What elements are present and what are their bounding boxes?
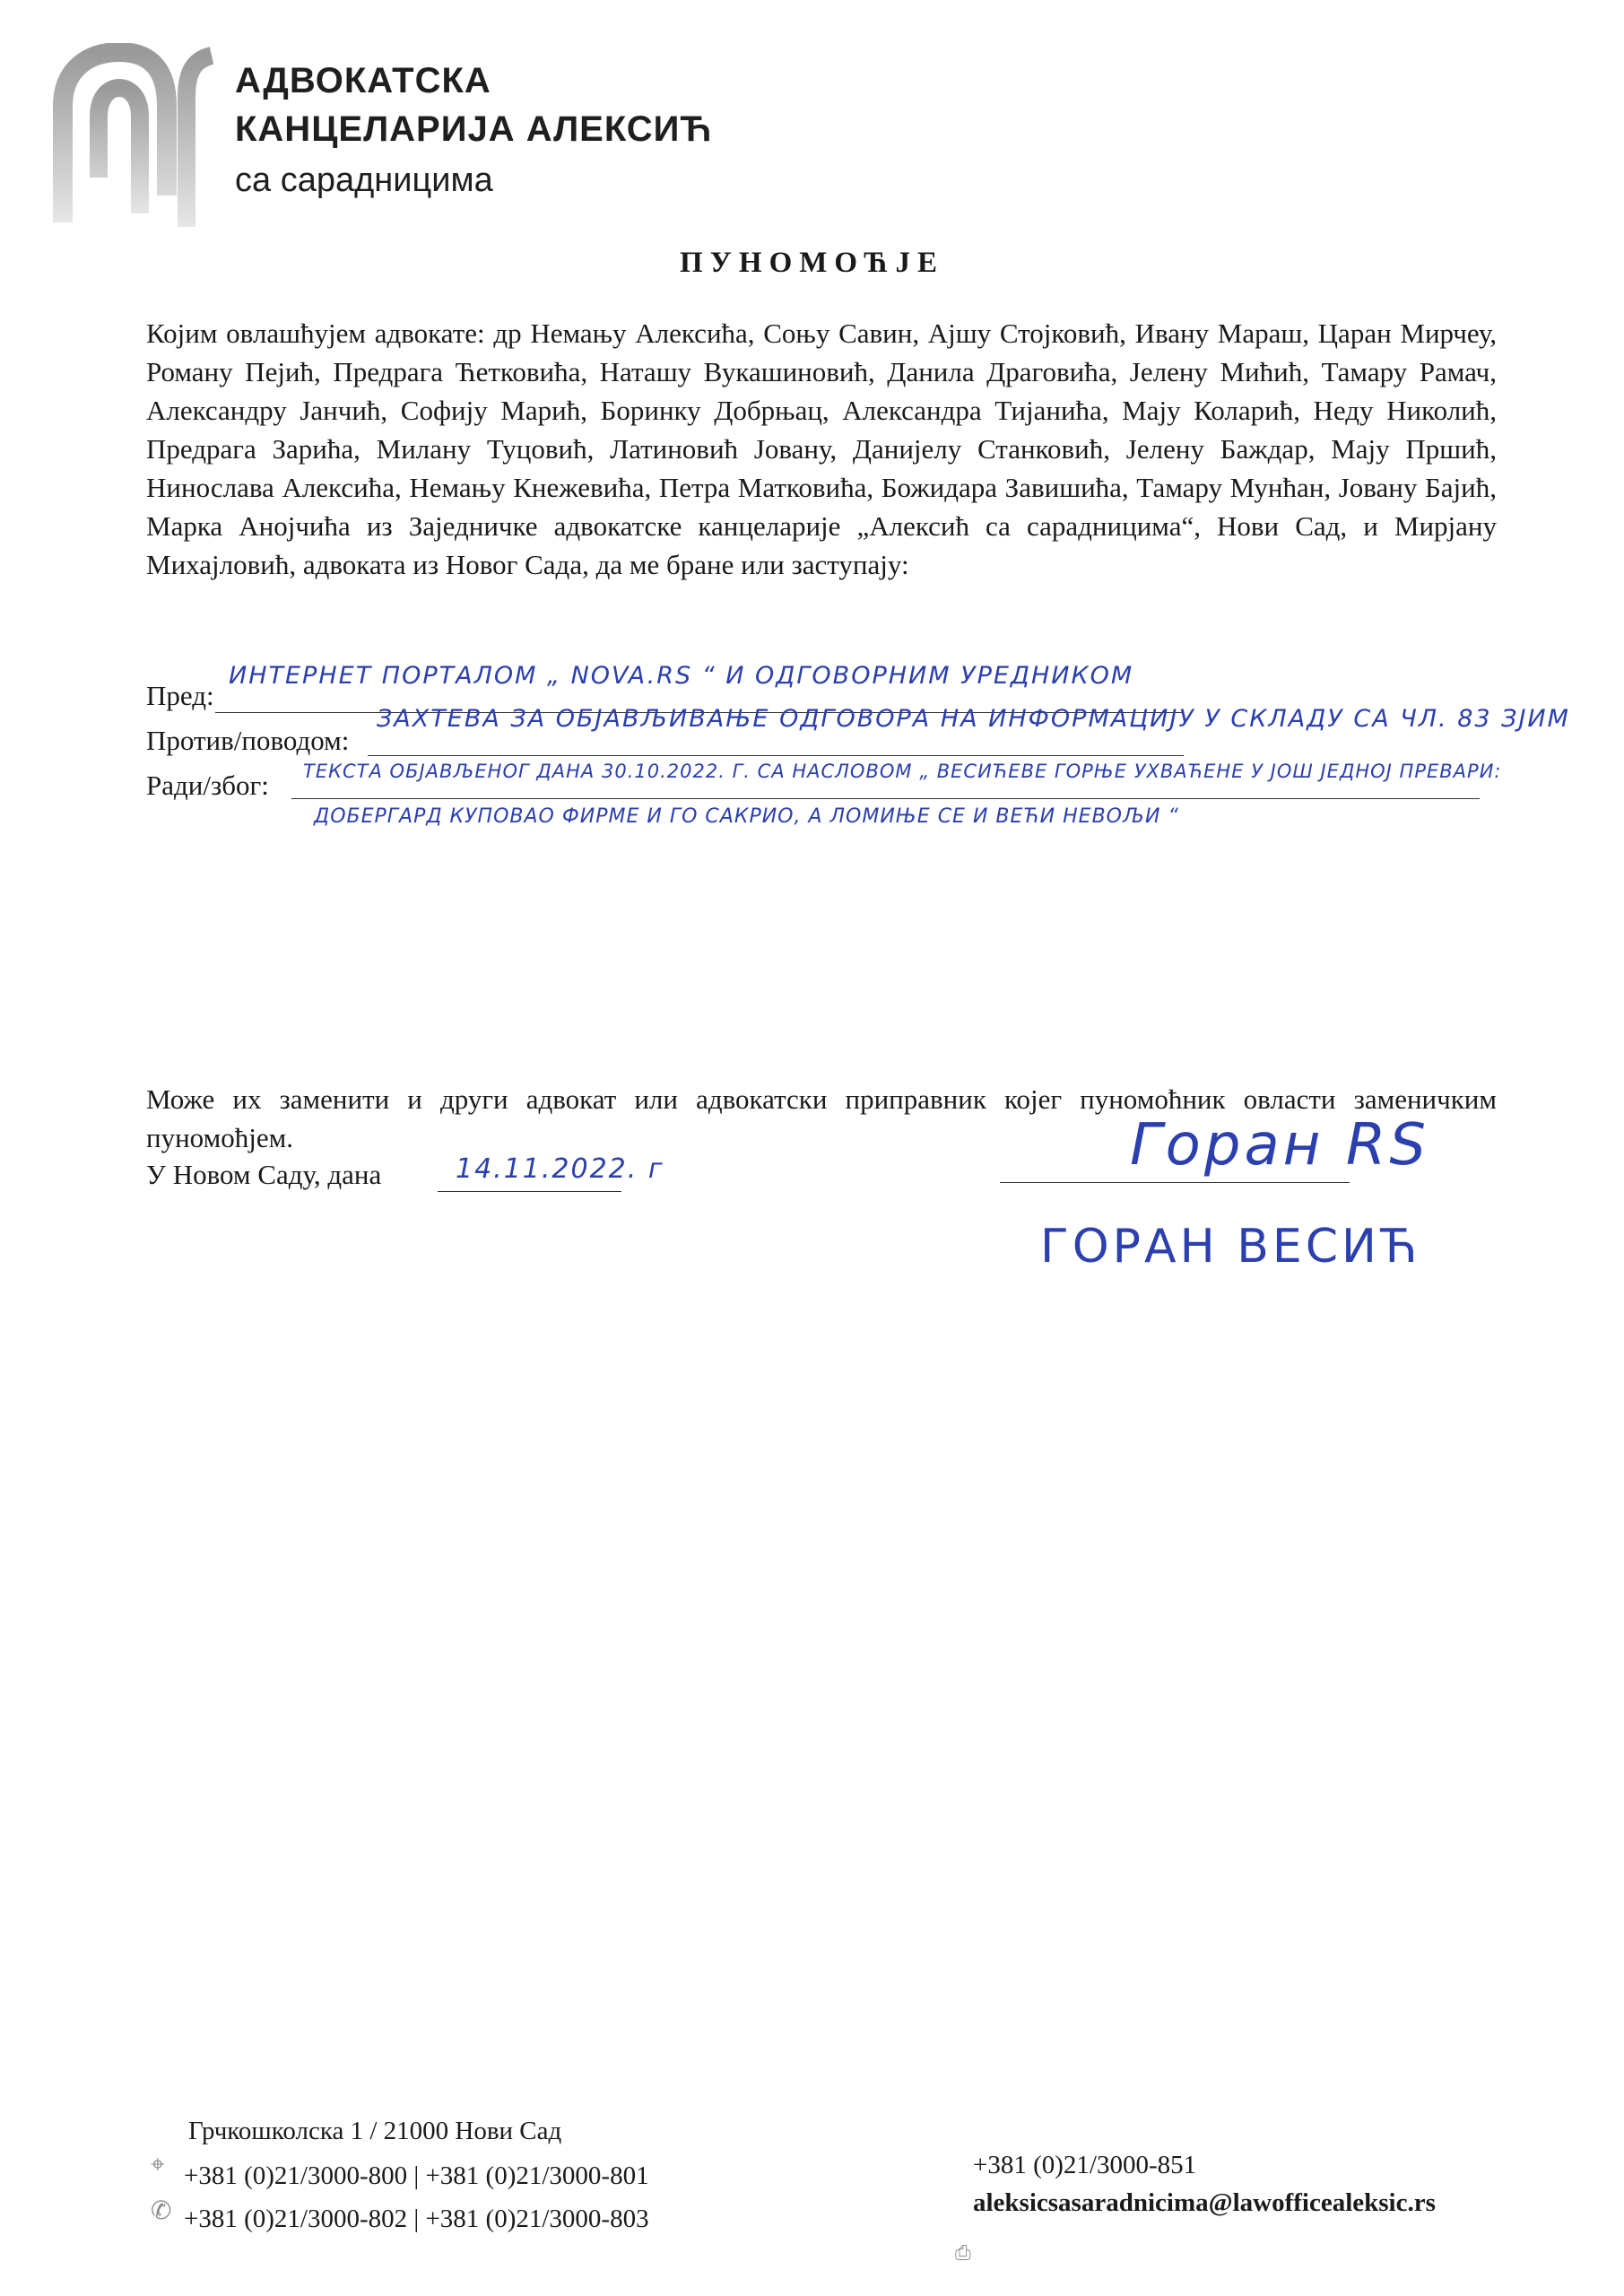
phone-icon: ✆ xyxy=(151,2196,172,2225)
signer-name: ГОРАН ВЕСИЋ xyxy=(1040,1220,1420,1274)
protiv-handwritten-value: ЗАХТЕВА ЗА ОБЈАВЉИВАЊЕ ОДГОВОРА НА ИНФОРМАЦИЈУ У СКЛАДУ СА ЧЛ. 83 ЗЈИМ xyxy=(377,705,1570,733)
footer-fax: +381 (0)21/3000-851 xyxy=(973,2151,1197,2179)
pred-handwritten-value: ИНТЕРНЕТ ПОРТАЛОМ „ NOVA.RS “ И ОДГОВОРНИМ УРЕДНИКОМ xyxy=(229,662,1134,690)
radi-handwritten-value-line1: ТЕКСТА ОБЈАВЉЕНОГ ДАНА 30.10.2022. Г. СА НАСЛОВОМ „ ВЕСИЋЕВЕ ГОРЊЕ УХВАЋЕНЕ У ЈОШ ЈЕДНОЈ ПРЕВАРИ: xyxy=(303,761,1502,782)
handwritten-signature: Горан RS xyxy=(1130,1112,1429,1178)
firm-name-line1: АДВОКАТСКА xyxy=(235,61,491,100)
date-underline xyxy=(438,1191,621,1192)
location-icon: ⌖ xyxy=(151,2149,165,2179)
document-title: ПУНОМОЋЈЕ xyxy=(680,247,944,279)
radi-underline xyxy=(291,798,1480,799)
fax-icon: ⎙ xyxy=(955,2242,971,2265)
date-handwritten-value: 14.11.2022. г xyxy=(456,1153,664,1185)
radi-handwritten-value-line2: ДОБЕРГАРД КУПОВАО ФИРМЕ И ГО САКРИО, А ЛОМИЊЕ СЕ И ВЕЋИ НЕВОЉИ “ xyxy=(314,805,1179,828)
pred-label: Пред: xyxy=(146,680,214,711)
protiv-underline xyxy=(368,755,1184,756)
footer-phones-line1: +381 (0)21/3000-800 | +381 (0)21/3000-801 xyxy=(184,2161,649,2190)
footer-address: Грчкошколска 1 / 21000 Нови Сад xyxy=(188,2117,562,2145)
place-date-label: У Новом Саду, дана xyxy=(146,1159,382,1190)
protiv-label: Против/поводом: xyxy=(146,725,350,756)
substitution-paragraph: Може их заменити и други адвокат или адвокатски приправник којег пуномоћник овласти заменичким пуномоћјем. xyxy=(146,1083,1497,1153)
footer-email[interactable]: aleksicsasaradnicima@lawofficealeksic.rs xyxy=(973,2188,1436,2217)
firm-logo-icon xyxy=(52,43,218,240)
signature-line xyxy=(1000,1182,1350,1183)
footer-phones-line2: +381 (0)21/3000-802 | +381 (0)21/3000-803 xyxy=(184,2205,649,2233)
authorization-paragraph: Којим овлашћујем адвокате: др Немању Алексића, Соњу Савин, Ајшу Стојковић, Ивану Мараш, Царан Мирчеу, Роману Пејић, Предрага Ћетковића, Наташу Вукашиновић, Данила Драговића, Јелену Мићић, Тамару Рамач, Александру Јанчић, Софију Марић, Боринку Добрњац, Александра Тијанића, Мају Коларић, Неду Николић, Предрага Зарића, Милану Туцовић, Латиновић Јовану, Данијелу Станковић, Јелену Баждар, Мају Пршић, Нинослава Алексића, Немању Кнежевића, Петра Матковића, Божидара Завишића, Тамару Мунћан, Јовану Бајић, Марка Анојчића из Заједничке адвокатске канцеларије „Алексић са сарадницима“, Нови Сад, и Мирјану Михајловић, адвоката из Новог Сада, да ме бране или заступају: xyxy=(146,317,1497,580)
firm-name-line3: са сарадницима xyxy=(235,161,493,199)
firm-name-line2: КАНЦЕЛАРИЈА АЛЕКСИЋ xyxy=(235,109,713,149)
radi-label: Ради/због: xyxy=(146,770,269,801)
